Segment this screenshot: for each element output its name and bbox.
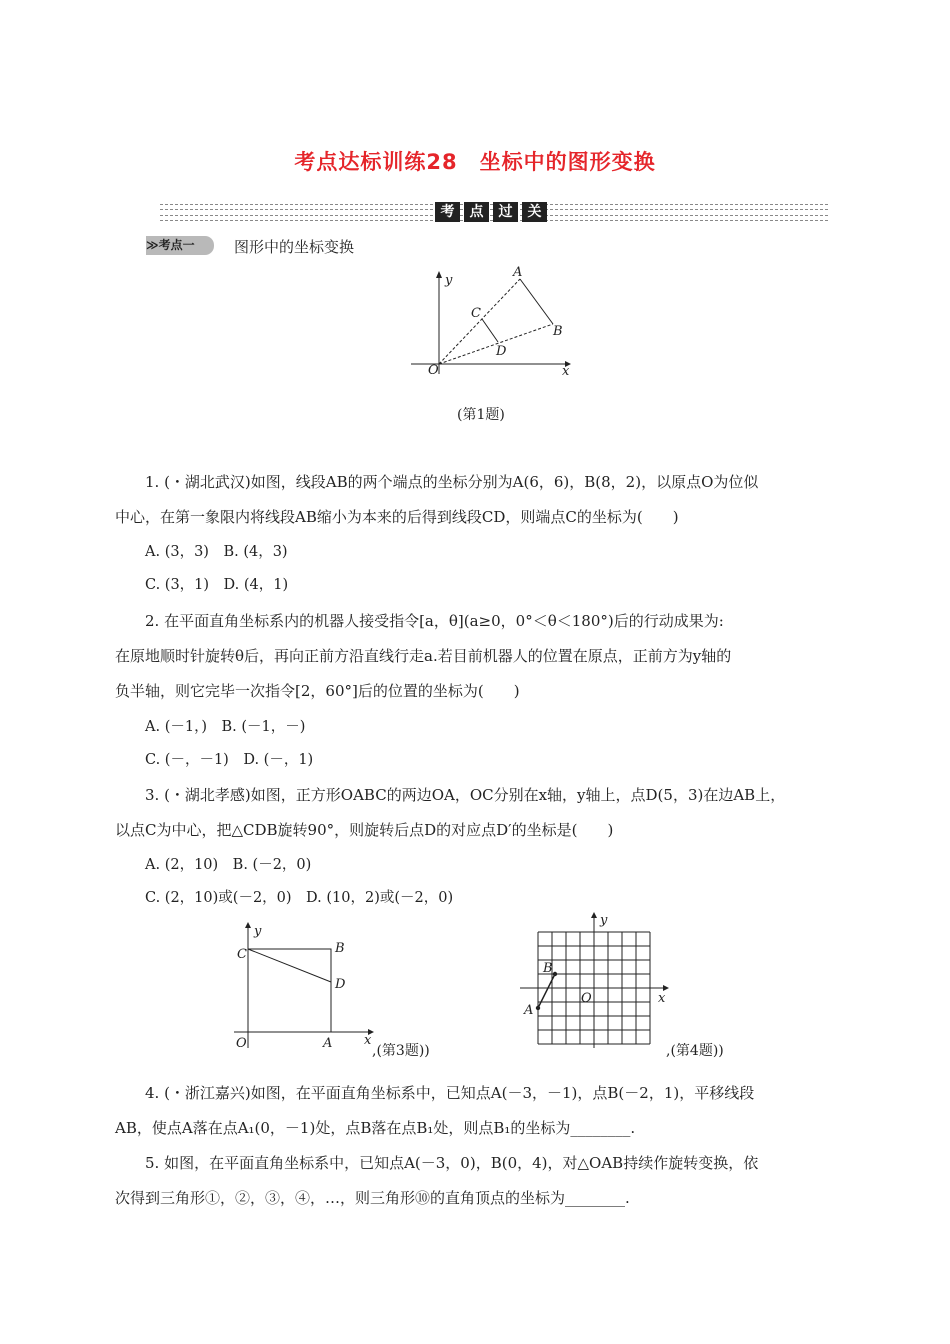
label-o: O [236,1036,247,1051]
q5-line-2: 次得到三角形①，②，③，④，…，则三角形⑩的直角顶点的坐标为________. [115,1189,630,1207]
label-y: y [445,273,453,288]
label-x: x [364,1033,372,1048]
label-d: D [496,344,507,359]
q2-line-1: 2. 在平面直角坐标系内的机器人接受指令[a，θ](a≥0，0°＜θ＜180°)后的行动成果为: [145,612,724,630]
q1-options-cd: C. (3，1) D. (4，1) [145,577,289,593]
figure-3 [228,920,378,1060]
band-char: 考 [435,202,460,222]
segment-cd [482,319,498,342]
label-a: A [513,265,523,280]
section-badge: ≫考点一 [146,236,214,255]
label-o: O [428,363,439,378]
section-heading: 图形中的坐标变换 [234,238,355,256]
figure-1-caption: (第1题) [457,407,505,423]
label-b: B [553,324,563,339]
line-oa [439,279,520,364]
q5-line-1: 5. 如图，在平面直角坐标系中，已知点A(－3，0)，B(0，4)，对△OAB持续作旋转变换，依 [145,1154,759,1172]
segment-ab [520,279,553,324]
q2-line-3: 负半轴，则它完毕一次指令[2，60°]后的位置的坐标为( ) [115,682,520,700]
q2-options-ab: A. (－1，) B. (－1，－) [145,719,306,735]
q2-line-2: 在原地顺时针旋转θ后，再向正前方沿直线行走a.若目前机器人的位置在原点，正前方为y轴的 [115,647,732,665]
label-b: B [335,941,345,956]
label-x: x [562,364,570,379]
point-b [553,972,557,976]
label-x: x [658,991,666,1006]
band-char: 过 [493,202,518,222]
label-o: O [581,991,592,1006]
figure-4 [515,910,675,1050]
band-char: 点 [464,202,489,222]
figure-1 [405,262,585,382]
q3-options-ab: A. (2，10) B. (－2，0) [145,857,312,873]
label-b: B [543,961,553,976]
label-y: y [600,913,608,928]
q2-options-cd: C. (－，－1) D. (－，1) [145,752,314,768]
figure-4-caption: ,(第4题)) [666,1043,724,1059]
label-d: D [335,977,346,992]
label-c: C [471,306,481,321]
label-a: A [323,1036,333,1051]
point-a [536,1006,540,1010]
q4-line-2: AB，使点A落在点A₁(0，－1)处，点B落在点B₁处，则点B₁的坐标为________. [115,1119,636,1137]
q1-line-1: 1. (・湖北武汉)如图，线段AB的两个端点的坐标分别为A(6，6)，B(8，2)，以原点O为位似 [145,473,759,491]
q1-options-ab: A. (3，3) B. (4，3) [145,544,288,560]
square-oabc [248,949,331,1032]
label-y: y [254,924,262,939]
figure-3-caption: ,(第3题)) [372,1043,430,1059]
label-c: C [237,947,247,962]
section-band [435,202,553,222]
q3-options-cd: C. (2，10)或(－2，0) D. (10，2)或(－2，0) [145,890,454,906]
band-char: 关 [522,202,547,222]
q1-line-2: 中心，在第一象限内将线段AB缩小为本来的后得到线段CD，则端点C的坐标为( ) [115,508,679,526]
label-a: A [524,1003,534,1018]
q3-line-1: 3. (・湖北孝感)如图，正方形OABC的两边OA，OC分别在x轴，y轴上，点D(5，3)在边AB上， [145,786,786,804]
q3-line-2: 以点C为中心，把△CDB旋转90°，则旋转后点D的对应点D′的坐标是( ) [115,821,614,839]
segment-cd [248,949,331,982]
page-title: 考点达标训练28 坐标中的图形变换 [294,150,656,174]
q4-line-1: 4. (・浙江嘉兴)如图，在平面直角坐标系中，已知点A(－3，－1)，点B(－2，1)，平移线段 [145,1084,755,1102]
